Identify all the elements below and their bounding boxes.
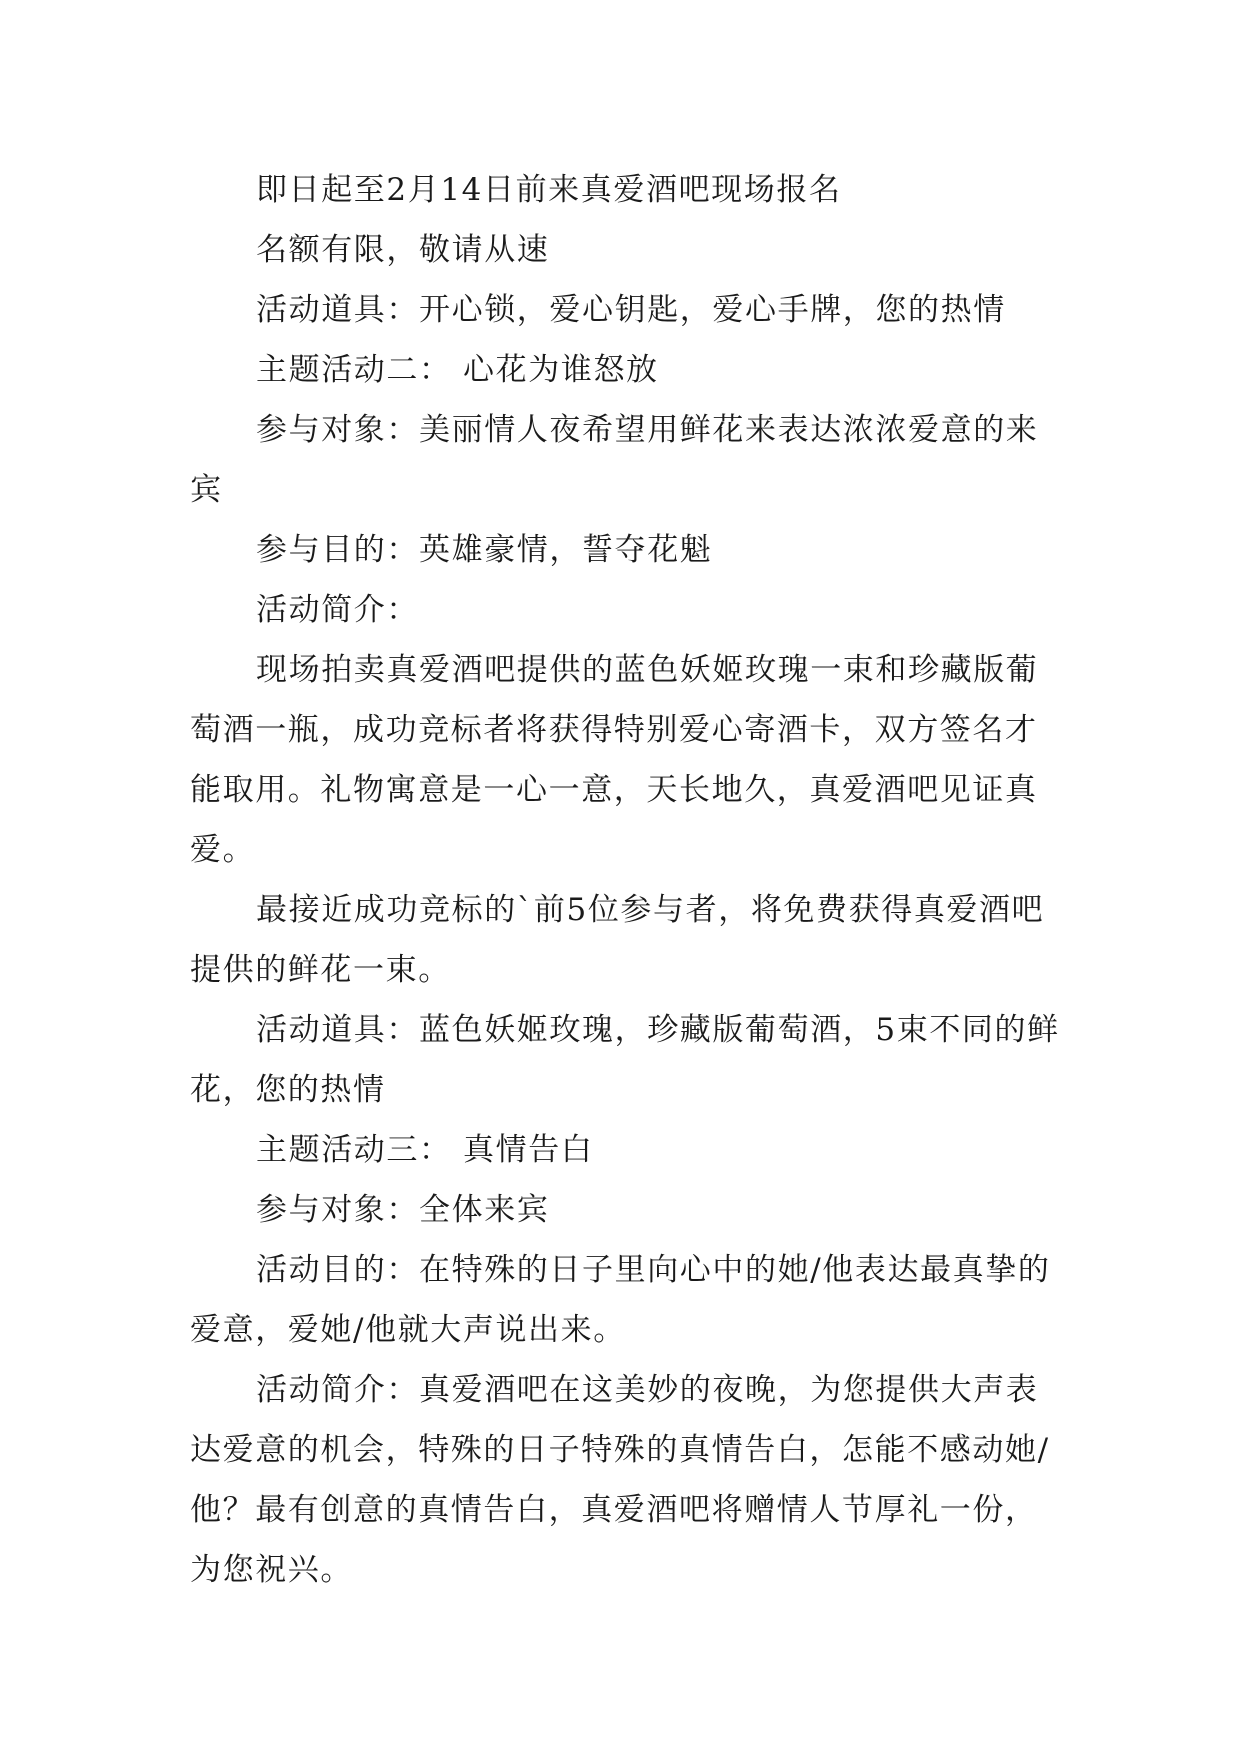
paragraph-purpose-2: 参与目的：英雄豪情，誓夺花魁 [256, 532, 713, 568]
paragraph-limited-places: 名额有限，敬请从速 [256, 232, 550, 268]
paragraph-purpose-3: 活动目的：在特殊的日子里向心中的她/他表达最真挚的爱意，爱她/他就大声说出来。 [190, 1252, 1051, 1348]
paragraph-intro-3: 活动简介：真爱酒吧在这美妙的夜晚，为您提供大声表达爱意的机会，特殊的日子特殊的真情告白，怎能不感动她/他？最有创意的真情告白，真爱酒吧将赠情人节厚礼一份，为您祝兴。 [190, 1372, 1050, 1588]
paragraph-activity-props-1: 活动道具：开心锁，爱心钥匙，爱心手牌，您的热情 [256, 292, 1006, 328]
paragraph-registration-period: 即日起至2月14日前来真爱酒吧现场报名 [256, 172, 842, 208]
heading-theme-activity-3: 主题活动三： 真情告白 [256, 1132, 594, 1168]
paragraph-intro-label-2: 活动简介： [256, 592, 419, 628]
heading-theme-activity-2: 主题活动二： 心花为谁怒放 [256, 352, 659, 388]
paragraph-participants-3: 参与对象：全体来宾 [256, 1192, 550, 1228]
paragraph-top-five-prize: 最接近成功竞标的`前5位参与者，将免费获得真爱酒吧提供的鲜花一束。 [190, 892, 1045, 988]
paragraph-activity-props-2: 活动道具：蓝色妖姬玫瑰，珍藏版葡萄酒，5束不同的鲜花，您的热情 [190, 1012, 1060, 1108]
paragraph-participants-2: 参与对象：美丽情人夜希望用鲜花来表达浓浓爱意的来宾 [190, 412, 1039, 508]
paragraph-auction-description: 现场拍卖真爱酒吧提供的蓝色妖姬玫瑰一束和珍藏版葡萄酒一瓶，成功竞标者将获得特别爱心寄酒卡，双方签名才能取用。礼物寓意是一心一意，天长地久，真爱酒吧见证真爱。 [190, 652, 1039, 868]
document-body [190, 160, 1060, 1600]
